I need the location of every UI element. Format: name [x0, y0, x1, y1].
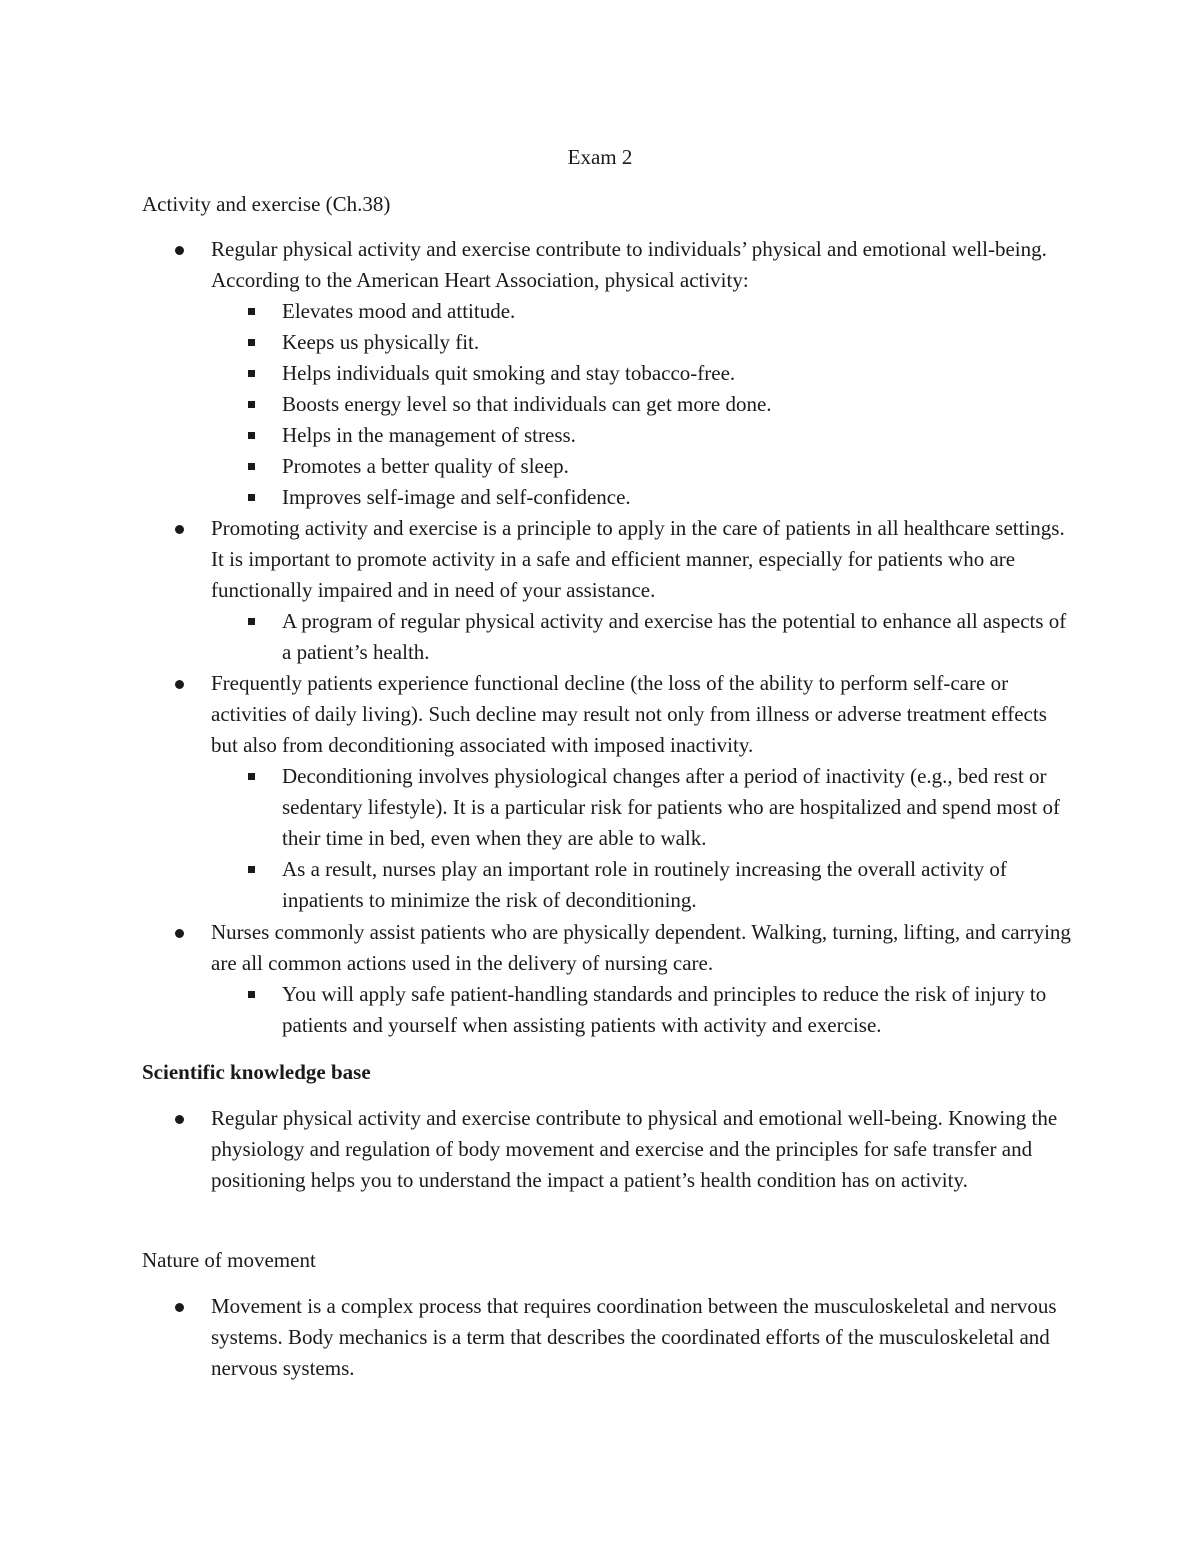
sub-bullet-item — [282, 327, 1072, 358]
bullet-text: Promoting activity and exercise is a principle to apply in the care of patients in all healthcare settings. It is important to promote activity in a safe and efficient manner, especially for patients who are functionally impaired and in need of your assistance. — [211, 516, 1065, 602]
square-bullet-icon — [248, 463, 255, 470]
bullet-icon — [175, 1115, 184, 1124]
square-bullet-icon — [248, 991, 255, 998]
bullet-item — [211, 1291, 1071, 1384]
document-title: Exam 2 — [567, 145, 633, 169]
bullet-item — [211, 917, 1071, 979]
square-bullet-icon — [248, 618, 255, 625]
bullet-icon — [175, 680, 184, 689]
square-bullet-icon — [248, 339, 255, 346]
sub-bullet-text: A program of regular physical activity and exercise has the potential to enhance all aspects of a patient’s health. — [282, 609, 1067, 664]
bullet-text: Regular physical activity and exercise contribute to individuals’ physical and emotional well-being. According to the American Heart Association, physical activity: — [211, 237, 1047, 292]
square-bullet-icon — [248, 494, 255, 501]
bullet-item — [211, 668, 1071, 761]
sub-bullet-item — [282, 482, 1072, 513]
square-bullet-icon — [248, 432, 255, 439]
bullet-item — [211, 1103, 1071, 1196]
square-bullet-icon — [248, 401, 255, 408]
sub-bullet-item — [282, 854, 1072, 916]
sub-bullet-text: Improves self-image and self-confidence. — [282, 485, 631, 509]
sub-bullet-text: Keeps us physically fit. — [282, 330, 480, 354]
bullet-text: Regular physical activity and exercise contribute to physical and emotional well-being. Knowing the physiology and regulation of body movement and exercise and the principles for safe transfer and positioning helps you to understand the impact a patient’s health condition has on activity. — [211, 1106, 1058, 1192]
section-heading-nature-of-movement: Nature of movement — [142, 1248, 316, 1272]
sub-bullet-item — [282, 451, 1072, 482]
sub-bullet-item — [282, 358, 1072, 389]
square-bullet-icon — [248, 866, 255, 873]
sub-bullet-item — [282, 606, 1072, 668]
section-heading-scientific-knowledge-base: Scientific knowledge base — [142, 1060, 371, 1084]
sub-bullet-text: Elevates mood and attitude. — [282, 299, 516, 323]
sub-bullet-text: As a result, nurses play an important role in routinely increasing the overall activity of inpatients to minimize the risk of deconditioning. — [282, 857, 1007, 912]
square-bullet-icon — [248, 308, 255, 315]
sub-bullet-text: Boosts energy level so that individuals can get more done. — [282, 392, 772, 416]
section-heading-activity-exercise: Activity and exercise (Ch.38) — [142, 192, 391, 216]
bullet-icon — [175, 525, 184, 534]
bullet-text: Frequently patients experience functional decline (the loss of the ability to perform self-care or activities of daily living). Such decline may result not only from illness or adverse treatment effects but also from deconditioning associated with imposed inactivity. — [211, 671, 1047, 757]
square-bullet-icon — [248, 773, 255, 780]
bullet-item — [211, 513, 1071, 606]
bullet-item — [211, 234, 1071, 296]
bullet-text: Nurses commonly assist patients who are physically dependent. Walking, turning, lifting, and carrying are all common actions used in the delivery of nursing care. — [211, 920, 1071, 975]
sub-bullet-item — [282, 389, 1072, 420]
sub-bullet-text: Promotes a better quality of sleep. — [282, 454, 569, 478]
sub-bullet-text: You will apply safe patient-handling standards and principles to reduce the risk of injury to patients and yourself when assisting patients with activity and exercise. — [282, 982, 1047, 1037]
sub-bullet-item — [282, 979, 1072, 1041]
sub-bullet-item — [282, 420, 1072, 451]
bullet-text: Movement is a complex process that requires coordination between the musculoskeletal and nervous systems. Body mechanics is a term that describes the coordinated efforts of the musculoskeletal and nervous systems. — [211, 1294, 1057, 1380]
sub-bullet-text: Helps individuals quit smoking and stay tobacco-free. — [282, 361, 736, 385]
bullet-icon — [175, 929, 184, 938]
sub-bullet-text: Helps in the management of stress. — [282, 423, 576, 447]
sub-bullet-item — [282, 761, 1072, 854]
sub-bullet-item — [282, 296, 1072, 327]
bullet-icon — [175, 1303, 184, 1312]
bullet-icon — [175, 246, 184, 255]
sub-bullet-text: Deconditioning involves physiological changes after a period of inactivity (e.g., bed rest or sedentary lifestyle). It is a particular risk for patients who are hospitalized and spend most of their time in bed, even when they are able to walk. — [282, 764, 1060, 850]
square-bullet-icon — [248, 370, 255, 377]
